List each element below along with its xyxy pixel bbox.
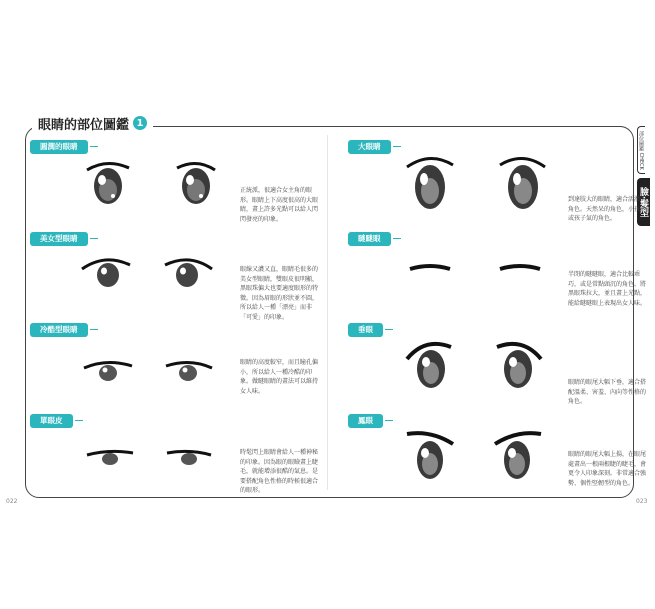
- chapter-tab-bottom: 臉‧髮型: [637, 178, 650, 226]
- desc-big-eyes: 到達肢大的眼睛，適合活潑的角色。天然呆的角色，小孩子或孩子氣的角色。: [568, 196, 647, 222]
- page-title-text: 眼睛的部位圖鑑: [38, 117, 130, 133]
- big-eyes-illustration: [405, 155, 555, 215]
- phoenix-eyes-illustration: [405, 428, 555, 488]
- label-big-eyes: 大眼睛: [348, 140, 391, 154]
- beauty-eyes-illustration: [80, 255, 230, 295]
- title-number-badge: 1: [133, 116, 147, 130]
- page-title: [32, 112, 153, 134]
- single-eyelid-illustration: [85, 447, 235, 472]
- chapter-tab-top: 部位圖鑑 CHECK: [637, 126, 645, 174]
- label-narrow-eyes: 瞇瞇眼: [348, 232, 391, 246]
- label-phoenix-eyes: 鳳眼: [348, 414, 383, 428]
- desc-narrow-eyes: 半閉的瞇瞇眼，適合比較乖巧，或是常點頭沉的角色。將黑眼珠拉大，並且畫上光點，能給瞇瞇眼上表現出女人味。: [568, 271, 647, 307]
- label-single-eyelid: 單眼皮: [30, 414, 73, 428]
- round-eyes-illustration: [85, 160, 235, 210]
- droopy-eyes-illustration: [405, 337, 555, 397]
- label-droopy-eyes: 垂眼: [348, 323, 383, 337]
- page-gutter: [327, 135, 328, 490]
- desc-single-eyelid: 時髦閃上眼睛會給人一種神秘的印象。因為眼的眼瞼畫上睫毛，就能增添很酷的氣息。是要搭配角色性格的時候很適合的眼形。: [240, 449, 319, 494]
- page-number-right: 023: [636, 498, 648, 505]
- label-cool-eyes: 冷酷型眼睛: [30, 323, 88, 337]
- cool-eyes-illustration: [82, 358, 232, 388]
- desc-droopy-eyes: 眼睛的眼尾大幅下垂，適合搭配溫柔、害羞、內向等性格的角色。: [568, 379, 647, 405]
- label-round-eyes: 圓潤的眼睛: [30, 140, 88, 154]
- label-beauty-eyes: 美女型眼睛: [30, 232, 88, 246]
- desc-beauty-eyes: 眼線又濃又直，眼睛毛很多的美女型眼睛，雙眼皮很明顯，黑眼珠偏大也要適度眼形的特徵。因為眉眼的形狀並不圓，所以給人一種「漂亮」而非「可愛」的印象。: [240, 266, 319, 321]
- desc-cool-eyes: 眼睛的高度較窄，而且瞳孔偏小，所以給人一種冷酷的印象。做瞇眼睛的畫法可以維持女人味。: [240, 359, 319, 395]
- narrow-eyes-illustration: [408, 263, 558, 283]
- page-number-left: 022: [6, 498, 18, 505]
- desc-round-eyes: 正統派，很適合女主角的眼形。眼睛上下高度很高的大眼睛，畫上許多光點可以給人閃閃發亮的印象。: [240, 187, 319, 223]
- desc-phoenix-eyes: 眼睛的眼尾大幅上揚，在眼尾處畫出一根兩根睫的睫毛，會更令人印象深刻。非常適合強勢、個性堅韌型的角色。: [568, 451, 647, 487]
